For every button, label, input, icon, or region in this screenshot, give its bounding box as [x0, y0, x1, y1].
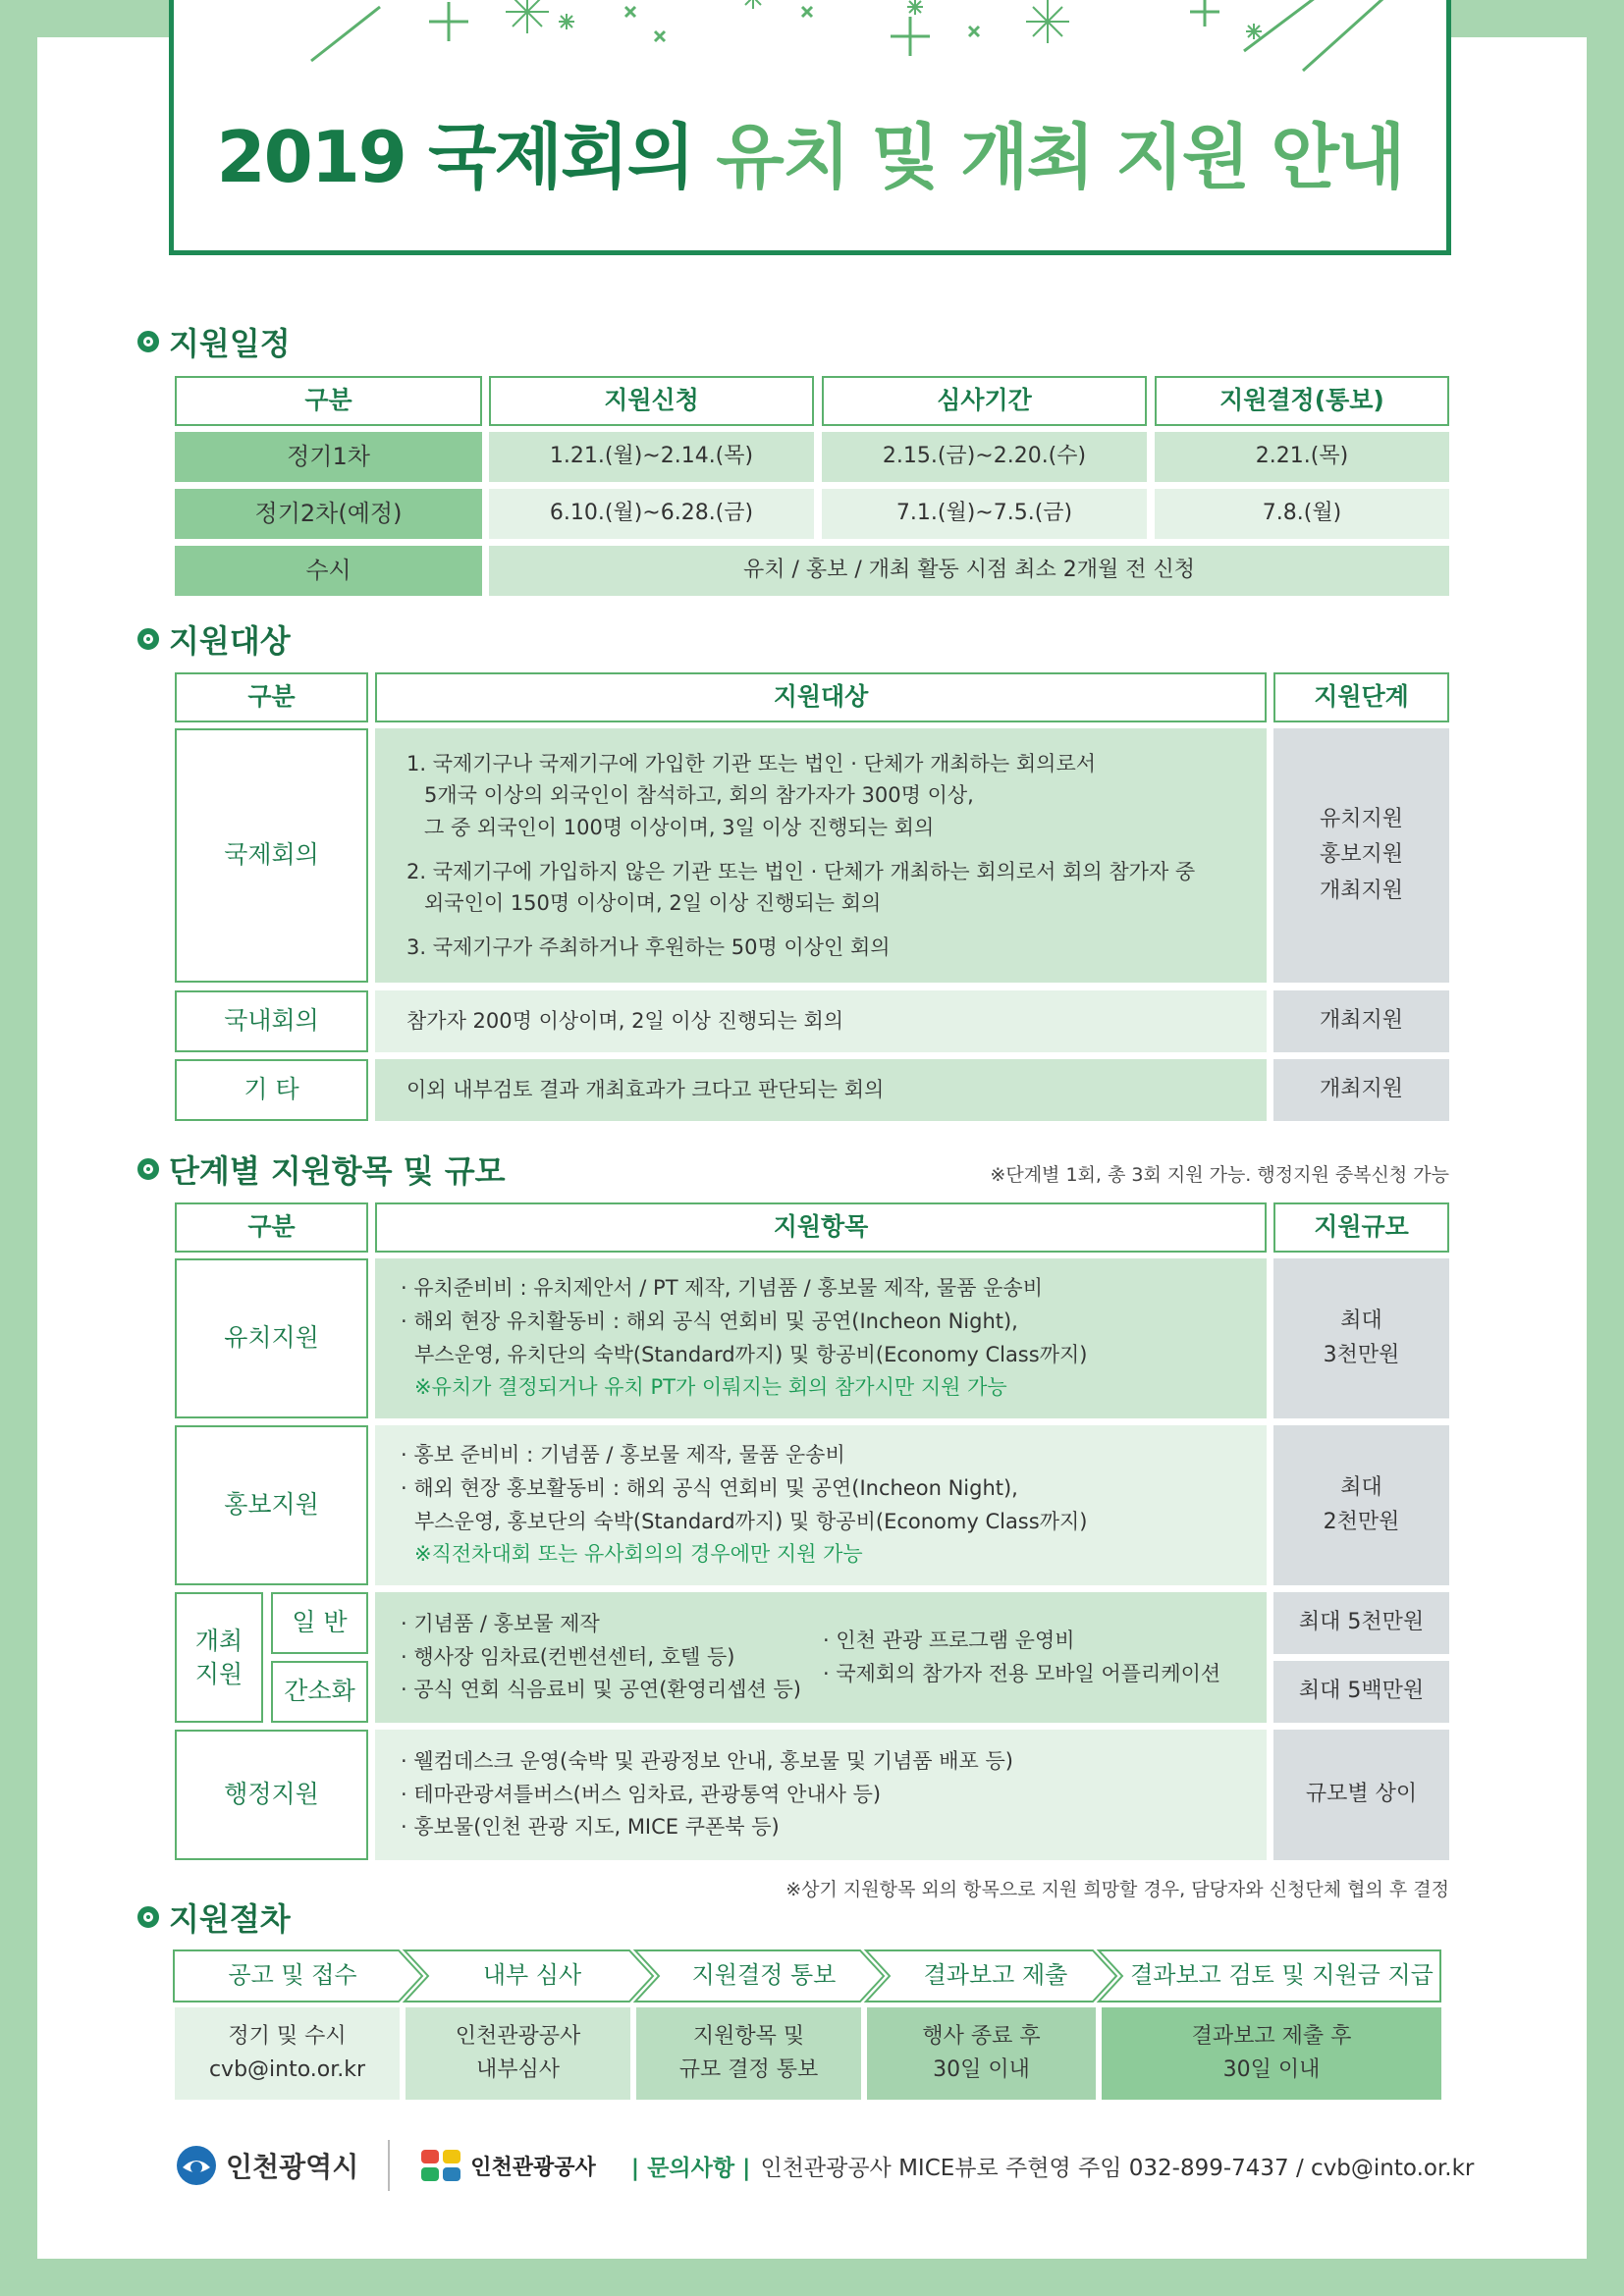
items-host-simple-label: 간소화: [271, 1661, 368, 1723]
items-admin-label: 행정지원: [175, 1730, 368, 1860]
items-host-right-list: · 인천 관광 프로그램 운영비 · 국제회의 참가자 전용 모바일 어플리케이션: [823, 1628, 1221, 1685]
items-header-category: 구분: [175, 1202, 368, 1253]
incheon-tourism-logo-icon: [419, 2146, 464, 2185]
footer: [175, 2140, 1474, 2191]
items-host-left-list: · 기념품 / 홍보물 제작 · 행사장 임차료(컨벤션센터, 호텔 등) · 공식 연회 식음료비 및 공연(환영리셉션 등): [401, 1612, 801, 1702]
procedure-step5-desc: 결과보고 제출 후 30일 이내: [1102, 2007, 1441, 2100]
contact-info: 인천관광공사 MICE뷰로 주현영 주임 032-899-7437 / cvb@into.or.kr: [760, 2155, 1475, 2181]
section-heading-targets: 지원대상: [137, 616, 291, 662]
items-admin-scale: 규모별 상이: [1273, 1730, 1449, 1860]
targets-etc-stage: 개최지원: [1273, 1059, 1449, 1121]
schedule-header-apply: 지원신청: [489, 376, 814, 426]
bullet-icon: [137, 331, 159, 352]
items-admin-content: · 웰컴데스크 운영(숙박 및 관광정보 안내, 홍보물 및 기념품 배포 등) · 테마관광셔틀버스(버스 임차료, 관광통역 안내사 등) · 홍보물(인천 관광 지도, MICE 쿠폰북 등): [375, 1730, 1267, 1860]
schedule-adhoc-label: 수시: [175, 546, 482, 596]
schedule-header-category: 구분: [175, 376, 482, 426]
targets-header-category: 구분: [175, 672, 368, 722]
items-bid-content: · 유치준비비 : 유치제안서 / PT 제작, 기념품 / 홍보물 제작, 물품 운송비 · 해외 현장 유치활동비 : 해외 공식 연회비 및 공연(Incheon Night), 부스운영, 유치단의 숙박(Standard까지) 및 항공비(Economy Class까지) ※유치가 결정되거나 유치 PT가 이뤄지는 회의 참가시만 지원 가능: [375, 1258, 1267, 1418]
schedule-row2-review: 7.1.(월)~7.5.(금): [822, 489, 1147, 539]
schedule-row1-decision: 2.21.(목): [1155, 432, 1449, 482]
page-title: [174, 100, 1446, 202]
items-note: ※단계별 1회, 총 3회 지원 가능. 행정지원 중복신청 가능: [990, 1164, 1449, 1186]
footer-divider: [388, 2140, 390, 2191]
incheon-tourism-logo-text: 인천관광공사: [470, 2155, 596, 2180]
title-part2: 유치 및 개최 지원 안내: [716, 116, 1404, 198]
section-heading-schedule: 지원일정: [137, 319, 291, 364]
procedure-step1-desc: 정기 및 수시 cvb@into.or.kr: [175, 2007, 400, 2100]
items-bid-label: 유치지원: [175, 1258, 368, 1418]
items-host-simple-scale: 최대 5백만원: [1273, 1661, 1449, 1723]
schedule-row2-apply: 6.10.(월)~6.28.(금): [489, 489, 814, 539]
items-host-content: [375, 1592, 1267, 1723]
targets-intl-stages: 유치지원 홍보지원 개최지원: [1273, 728, 1449, 983]
procedure-step3-desc: 지원항목 및 규모 결정 통보: [636, 2007, 861, 2100]
targets-etc-text: 이외 내부검토 결과 개최효과가 크다고 판단되는 회의: [375, 1059, 1267, 1121]
header-box: [169, 0, 1451, 255]
procedure-step4-desc: 행사 종료 후 30일 이내: [867, 2007, 1096, 2100]
targets-domestic-text: 참가자 200명 이상이며, 2일 이상 진행되는 회의: [375, 990, 1267, 1052]
contact-label: | 문의사항 |: [630, 2155, 751, 2181]
items-header-scale: 지원규모: [1273, 1202, 1449, 1253]
section-heading-items: 단계별 지원항목 및 규모: [137, 1147, 506, 1192]
targets-header-target: 지원대상: [375, 672, 1267, 722]
schedule-row1-label: 정기1차: [175, 432, 482, 482]
bullet-icon: [137, 1158, 159, 1180]
schedule-row2-label: 정기2차(예정): [175, 489, 482, 539]
targets-etc-label: 기 타: [175, 1059, 368, 1121]
items-header-items: 지원항목: [375, 1202, 1267, 1253]
targets-intl-label: 국제회의: [175, 728, 368, 983]
schedule-row1-review: 2.15.(금)~2.20.(수): [822, 432, 1147, 482]
items-promo-label: 홍보지원: [175, 1425, 368, 1585]
targets-header-stage: 지원단계: [1273, 672, 1449, 722]
schedule-row2-decision: 7.8.(월): [1155, 489, 1449, 539]
procedure-step2-title: 내부 심사: [482, 1961, 582, 1990]
procedure-step1-title: 공고 및 접수: [228, 1961, 357, 1990]
items-promo-scale: 최대 2천만원: [1273, 1425, 1449, 1585]
procedure-step5-title: 결과보고 검토 및 지원금 지급: [1130, 1961, 1434, 1990]
items-promo-content: · 홍보 준비비 : 기념품 / 홍보물 제작, 물품 운송비 · 해외 현장 홍보활동비 : 해외 공식 연회비 및 공연(Incheon Night), 부스운영, 홍보단의 숙박(Standard까지) 및 항공비(Economy Class까지) ※직전차대회 또는 유사회의의 경우에만 지원 가능: [375, 1425, 1267, 1585]
items-bid-scale: 최대 3천만원: [1273, 1258, 1449, 1418]
schedule-adhoc-text: 유치 / 홍보 / 개최 활동 시점 최소 2개월 전 신청: [489, 546, 1449, 596]
section-heading-procedure: 지원절차: [137, 1895, 291, 1940]
schedule-header-decision: 지원결정(통보): [1155, 376, 1449, 426]
procedure-step3-title: 지원결정 통보: [691, 1961, 837, 1990]
targets-intl-content: 1. 국제기구나 국제기구에 가입한 기관 또는 법인 · 단체가 개최하는 회의로서 5개국 이상의 외국인이 참석하고, 회의 참가자가 300명 이상, 그 중 외국인이 100명 이상이며, 3일 이상 진행되는 회의 2. 국제기구에 가입하지 않은 기관 또는 법인 · 단체가 개최하는 회의로서 회의 참가자 중 외국인이 150명 이상이며, 2일 이상 진행되는 회의 3. 국제기구가 주최하거나 후원하는 50명 이상인 회의: [375, 728, 1267, 983]
procedure-step4-title: 결과보고 제출: [923, 1961, 1068, 1990]
items-host-general-scale: 최대 5천만원: [1273, 1592, 1449, 1654]
schedule-row1-apply: 1.21.(월)~2.14.(목): [489, 432, 814, 482]
items-host-label: 개최 지원: [175, 1592, 263, 1723]
targets-domestic-stage: 개최지원: [1273, 990, 1449, 1052]
bullet-icon: [137, 1906, 159, 1928]
items-bottom-note: ※상기 지원항목 외의 항목으로 지원 희망할 경우, 담당자와 신청단체 협의 후 결정: [785, 1879, 1449, 1900]
incheon-city-logo-text: 인천광역시: [226, 2151, 359, 2183]
sparkle-decoration: [174, 0, 1446, 100]
items-host-general-label: 일 반: [271, 1592, 368, 1654]
procedure-step2-desc: 인천관광공사 내부심사: [406, 2007, 630, 2100]
bullet-icon: [137, 628, 159, 650]
incheon-city-logo-icon: [175, 2144, 218, 2187]
targets-domestic-label: 국내회의: [175, 990, 368, 1052]
title-part1: 2019 국제회의: [216, 116, 694, 198]
schedule-header-review: 심사기간: [822, 376, 1147, 426]
